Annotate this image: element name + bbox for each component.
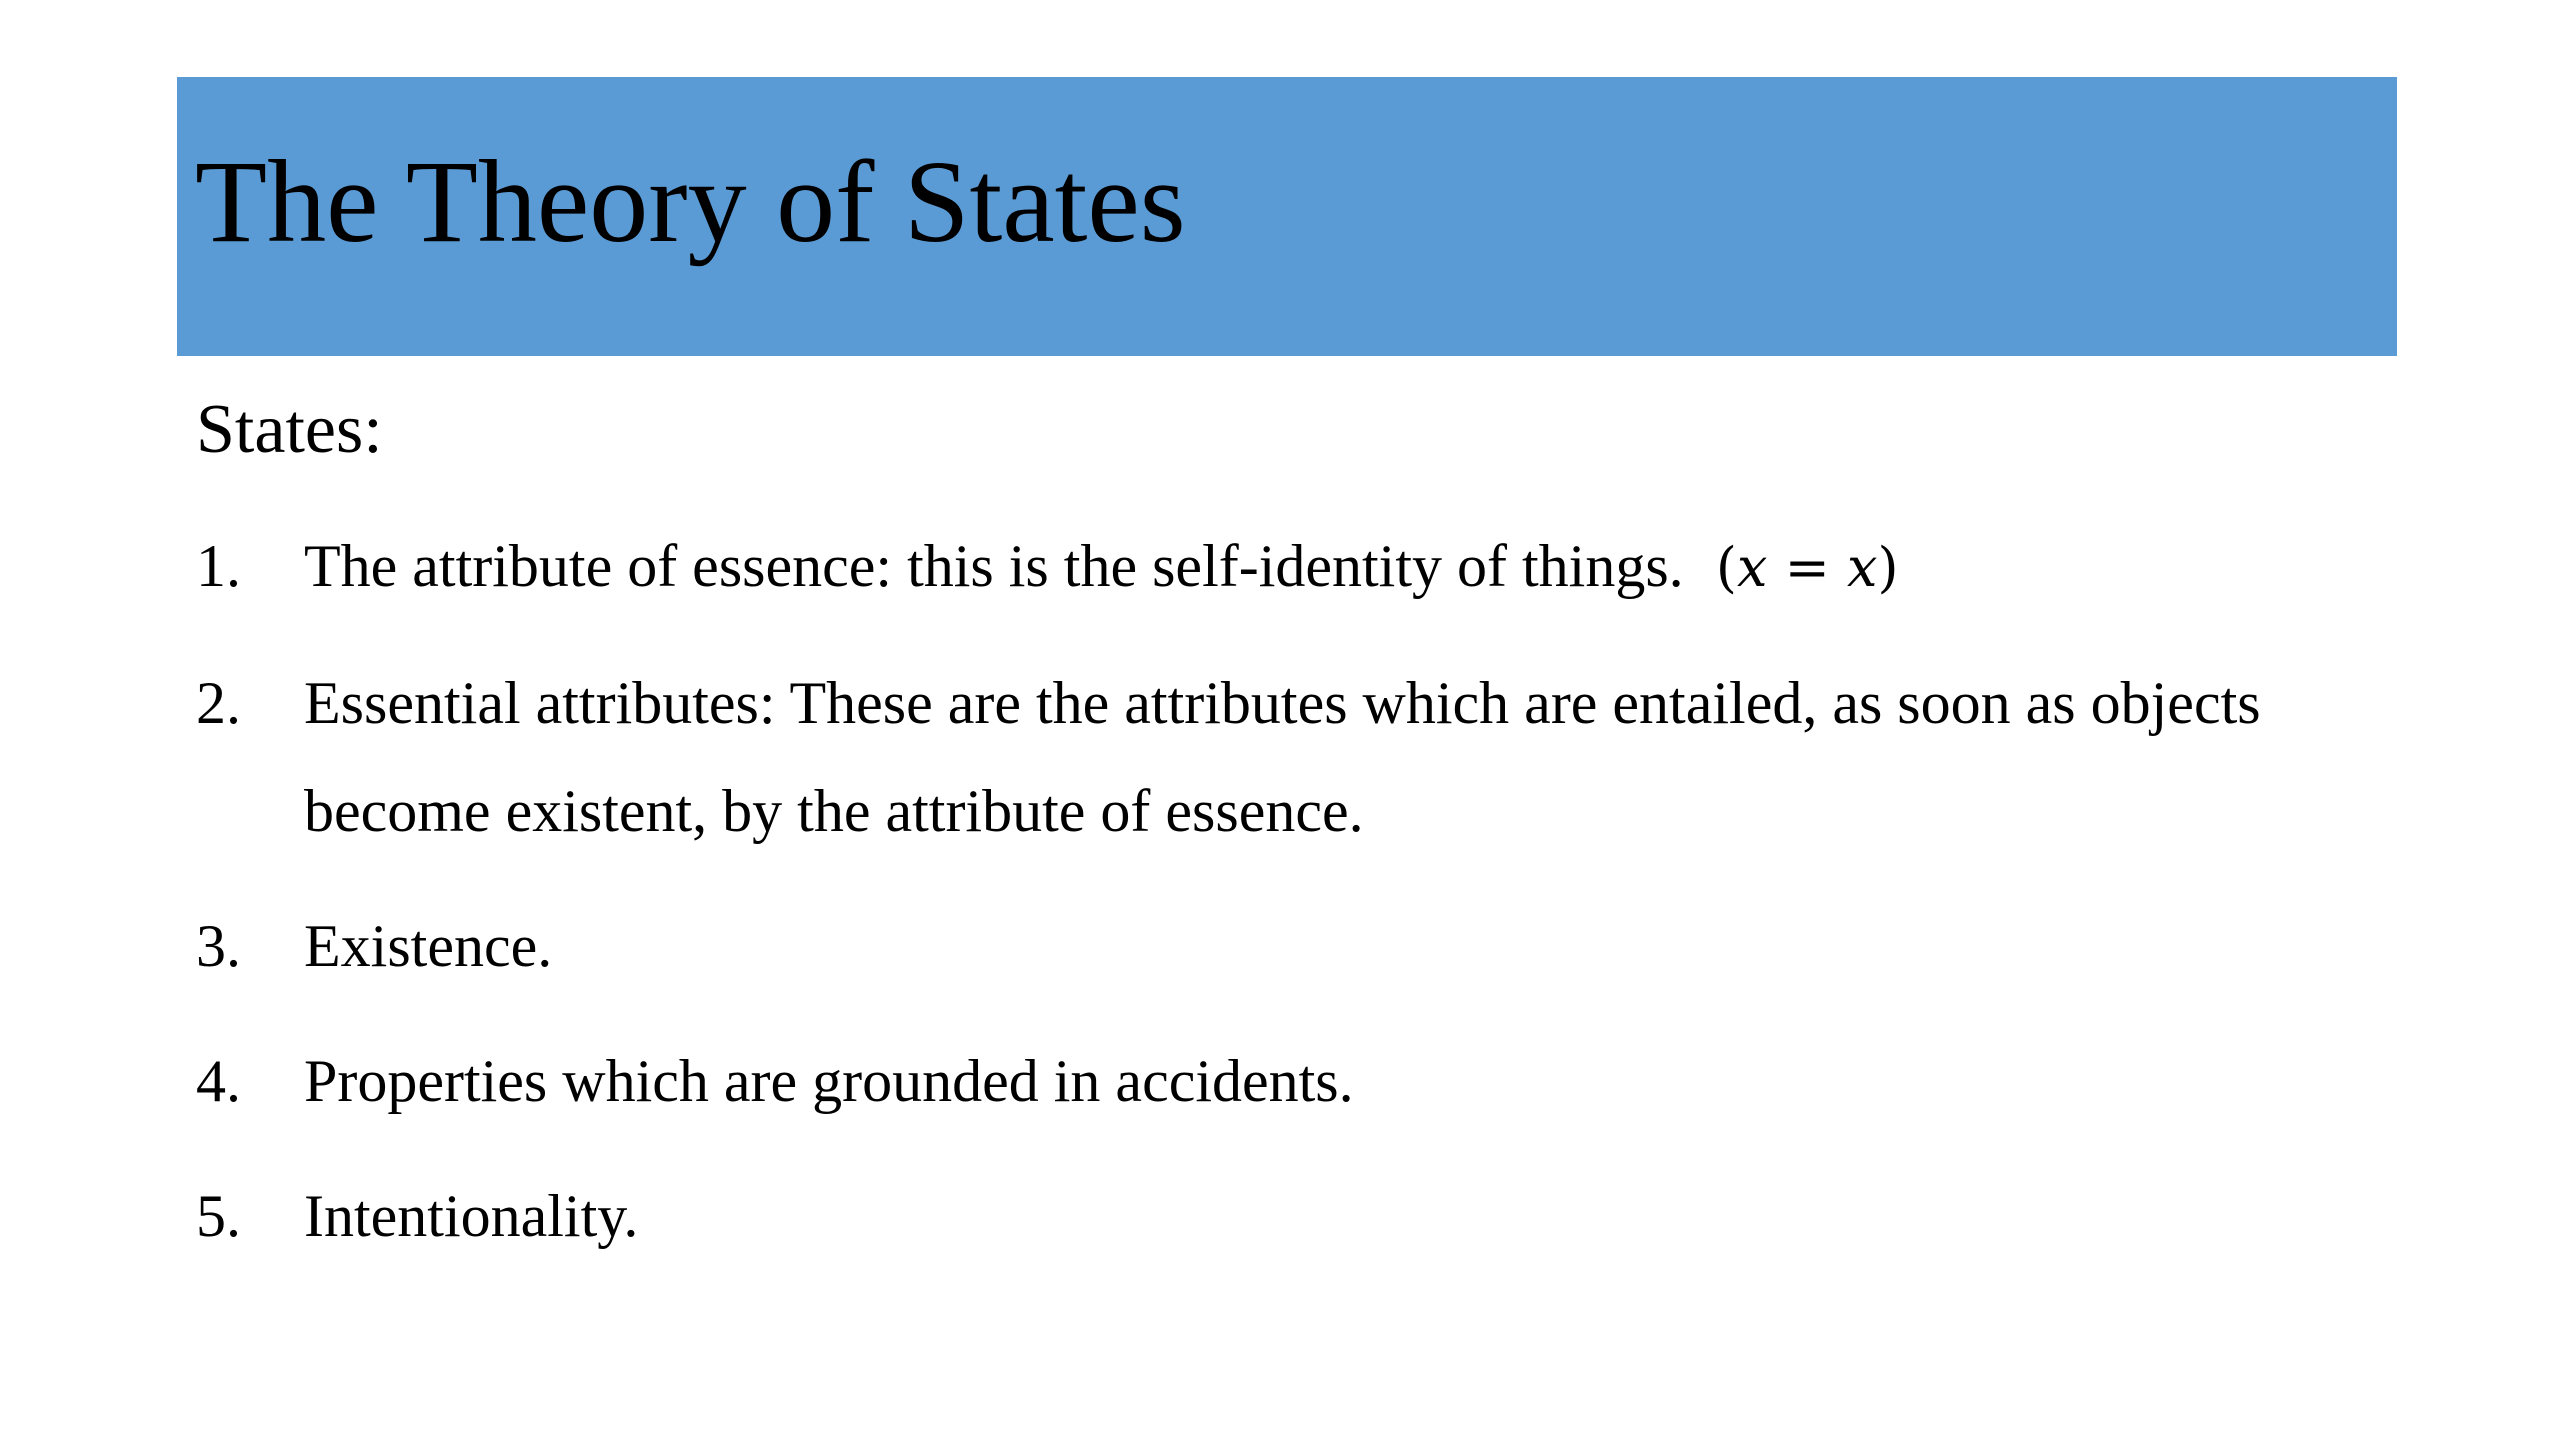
formula-close-paren: ) — [1877, 536, 1899, 599]
identity-formula — [1699, 536, 1899, 599]
list-item-text: Existence. — [304, 913, 553, 979]
list-item-text: Essential attributes: These are the attributes which are entailed, as soon as objects become existent, by the attribute of essence. — [304, 670, 2261, 844]
formula-lhs: x — [1736, 536, 1768, 599]
formula-rhs: x — [1847, 536, 1878, 599]
list-number: 1. — [196, 533, 241, 599]
list-item — [196, 1027, 2346, 1135]
list-item — [196, 512, 2346, 622]
list-number: 3. — [196, 913, 241, 979]
list-item-text: Intentionality. — [304, 1183, 639, 1249]
states-list — [196, 512, 2346, 1297]
list-item — [196, 892, 2346, 1000]
list-item — [196, 649, 2346, 865]
formula-operator: = — [1784, 536, 1830, 599]
list-number: 5. — [196, 1183, 241, 1249]
list-number: 4. — [196, 1048, 241, 1114]
lead-text: States: — [196, 391, 383, 468]
list-item-text: Properties which are grounded in accidents. — [304, 1048, 1354, 1114]
list-item-text: The attribute of essence: this is the self-identity of things. — [304, 533, 1684, 599]
formula-open-paren: ( — [1715, 536, 1737, 599]
list-item — [196, 1162, 2346, 1270]
slide-title: The Theory of States — [195, 136, 1186, 267]
title-banner — [177, 77, 2397, 356]
list-number: 2. — [196, 670, 241, 736]
